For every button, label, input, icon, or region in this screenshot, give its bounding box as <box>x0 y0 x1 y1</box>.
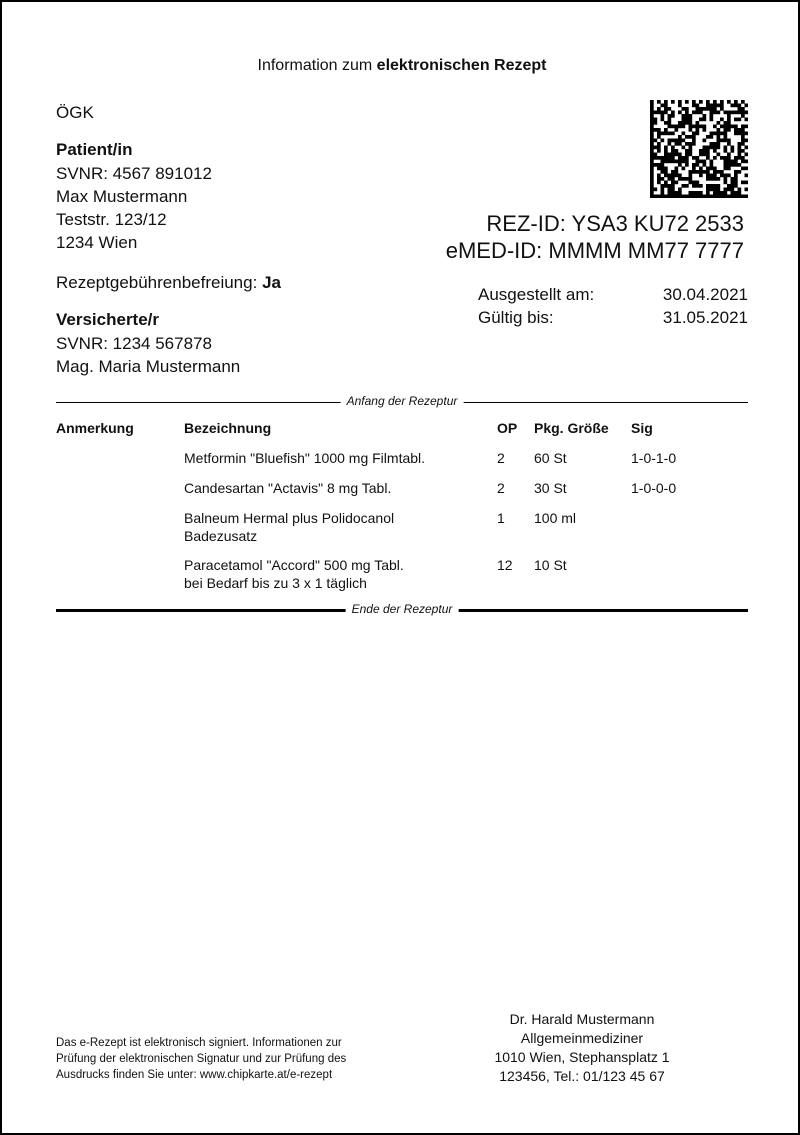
insurer-name: ÖGK <box>56 103 94 122</box>
patient-name: Max Mustermann <box>56 187 188 206</box>
doctor-name: Dr. Harald Mustermann <box>509 1011 655 1027</box>
item-size: 10 St <box>534 557 567 573</box>
item-name: Metformin "Bluefish" 1000 mg Filmtabl. <box>184 450 426 466</box>
item-name-line2: bei Bedarf bis zu 3 x 1 täglich <box>184 575 367 591</box>
signature-note: Das e-Rezept ist elektronisch signiert. Informationen zur Prüfung der elektronischen Signatur und zur Prüfung des Ausdrucks finden Sie unter: www.chipkarte.at/e-rezept <box>56 1037 347 1081</box>
item-name: Balneum Hermal plus Polidocanol <box>184 510 395 526</box>
insured-svnr: SVNR: 1234 567878 <box>56 334 212 353</box>
item-op: 12 <box>497 557 513 573</box>
item-op: 1 <box>497 510 505 526</box>
exemption-line <box>56 271 281 294</box>
exemption-label: Rezeptgebührenbefreiung: <box>56 273 258 292</box>
emed-id: eMED-ID: MMMM MM77 7777 <box>445 238 744 263</box>
validity-dates <box>478 283 748 329</box>
item-sig: 1-0-1-0 <box>631 450 677 466</box>
valid-row <box>478 306 748 329</box>
valid-value: 31.05.2021 <box>662 308 748 327</box>
insured-heading: Versicherte/r <box>56 310 160 329</box>
issued-row <box>478 283 748 306</box>
patient-section <box>56 140 212 254</box>
issued-value: 30.04.2021 <box>662 285 748 304</box>
item-name: Candesartan "Actavis" 8 mg Tabl. <box>184 480 392 496</box>
item-name-line2: Badezusatz <box>184 528 258 544</box>
insured-section <box>56 310 240 378</box>
col-header-size: Pkg. Größe <box>534 420 609 436</box>
page-title: Information zum elektronischen Rezept <box>257 57 547 74</box>
item-name: Paracetamol "Accord" 500 mg Tabl. <box>184 557 404 573</box>
valid-label: Gültig bis: <box>478 308 554 327</box>
doctor-title: Allgemeinmediziner <box>520 1030 644 1046</box>
patient-heading: Patient/in <box>56 140 133 159</box>
col-header-sig: Sig <box>631 420 653 436</box>
item-size: 30 St <box>534 480 567 496</box>
doctor-contact: 123456, Tel.: 01/123 45 67 <box>499 1068 665 1084</box>
col-header-note: Anmerkung <box>56 420 134 436</box>
col-header-name: Bezeichnung <box>184 420 272 436</box>
doctor-info <box>462 1010 702 1086</box>
item-op: 2 <box>497 480 505 496</box>
item-size: 60 St <box>534 450 567 466</box>
patient-svnr: SVNR: 4567 891012 <box>56 164 212 183</box>
col-header-op: OP <box>497 420 518 436</box>
item-sig: 1-0-0-0 <box>631 480 677 496</box>
datamatrix-code <box>650 100 748 198</box>
doctor-address: 1010 Wien, Stephansplatz 1 <box>494 1049 670 1065</box>
insured-name: Mag. Maria Mustermann <box>56 357 241 376</box>
item-op: 2 <box>497 450 505 466</box>
exemption-value: Ja <box>262 273 281 292</box>
rez-id: REZ-ID: YSA3 KU72 2533 <box>486 211 744 236</box>
rezeptur-end-label: Ende der Rezeptur <box>346 602 459 616</box>
issued-label: Ausgestellt am: <box>478 285 595 304</box>
rezeptur-start-label: Anfang der Rezeptur <box>341 394 464 408</box>
patient-city: 1234 Wien <box>56 233 138 252</box>
item-size: 100 ml <box>534 510 577 526</box>
patient-street: Teststr. 123/12 <box>56 210 167 229</box>
